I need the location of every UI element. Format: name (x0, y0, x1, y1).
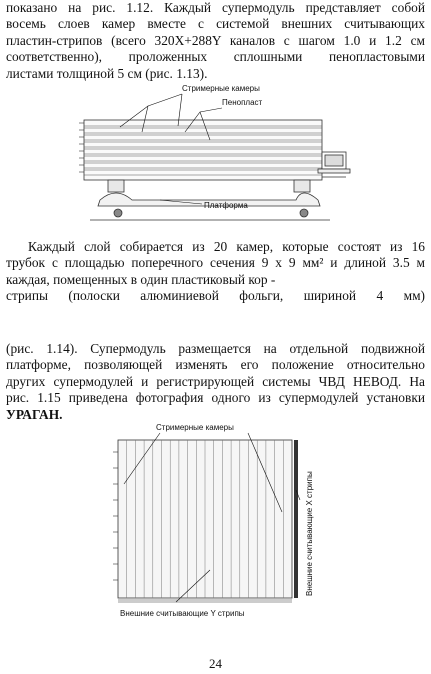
page-number: 24 (209, 656, 222, 671)
text-line: стрипы (полоски алюминиевой фольги, шириной 4 мм) (6, 288, 425, 304)
label-y-strips: Внешние считывающие Y стрипы (120, 609, 245, 618)
computer-icon (318, 152, 350, 177)
label-platform: Платформа (204, 201, 248, 210)
paragraph-3 (6, 341, 425, 423)
chamber-layer-stack (79, 120, 322, 180)
label-streamer-chambers: Стримерные камеры (182, 84, 260, 93)
text-line: других супермодулей и регистрирующей системы ЧВД НЕВОД. На (6, 373, 425, 389)
text-line: пластин-стрипов (всего 320X+288Y каналов с шагом 1.0 и 1.2 см (6, 32, 425, 48)
text-line: показано на рис. 1.12. Каждый супермодуль представляет собой (6, 0, 425, 15)
text-line: восемь слоев камер вместе с системой внешних считывающих (6, 16, 425, 32)
text-line: УРАГАН. (6, 406, 63, 422)
figure-supermodule-top (0, 420, 431, 625)
text-line: каждая, помещенных в один пластиковый кор - (6, 271, 276, 287)
text-line: листами толщиной 5 см (рис. 1.13). (6, 65, 208, 81)
y-strips (118, 600, 292, 602)
paragraph-2 (6, 239, 425, 305)
platform (90, 180, 330, 220)
chamber-grid (113, 440, 292, 598)
label-x-strips: Внешние считывающие X стрипы (305, 471, 314, 596)
label-streamer-chambers: Стримерные камеры (156, 423, 234, 432)
paragraph-1 (6, 0, 425, 82)
x-strips (294, 440, 298, 598)
figure-supermodule-side (0, 82, 431, 230)
text-line: рис. 1.15 приведена фотография одного из супермодулей установки (6, 390, 425, 406)
text-line: (рис. 1.14). Супермодуль размещается на отдельной подвижной (6, 341, 425, 356)
label-foam: Пенопласт (222, 98, 263, 107)
text-line: платформе, позволяющей изменять его положение относительно (6, 357, 425, 373)
text-line: трубок с площадью поперечного сечения 9 х 9 мм² и длиной 3.5 м (6, 255, 425, 271)
text-line: соответственно), проложенных сплошными пенопластовыми (6, 49, 425, 65)
text-line: Каждый слой собирается из 20 камер, которые состоят из 16 (28, 239, 425, 254)
